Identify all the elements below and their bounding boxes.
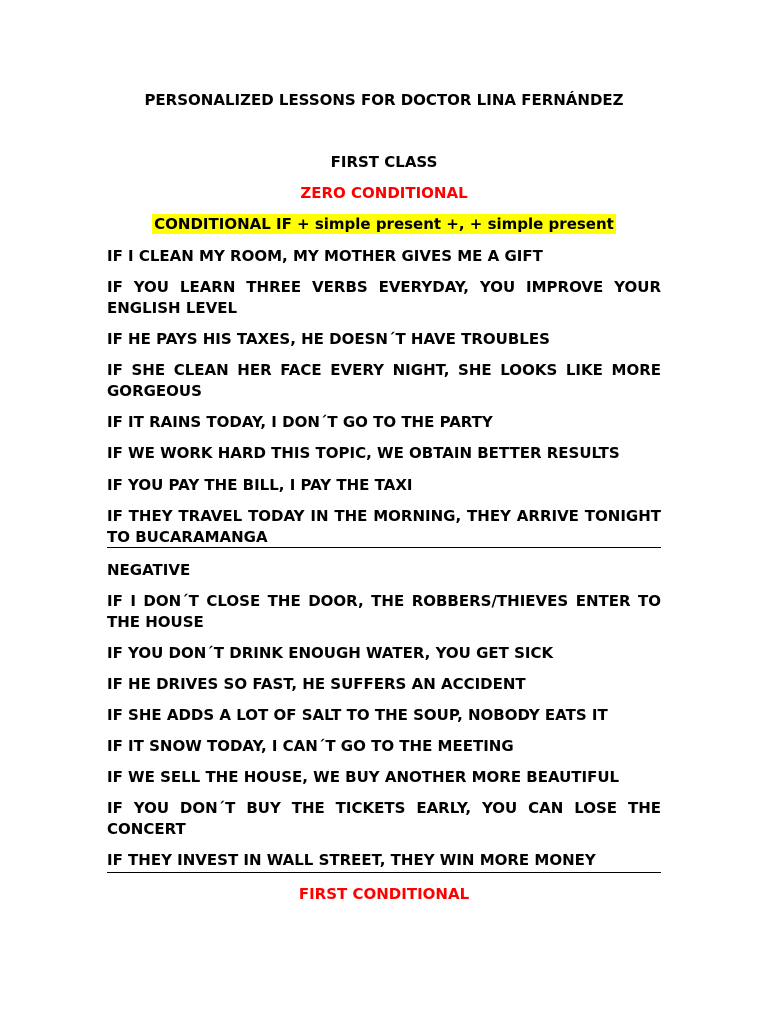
negative-sentence: IF SHE ADDS A LOT OF SALT TO THE SOUP, NOBODY EATS IT — [107, 706, 608, 724]
section-divider — [107, 872, 661, 873]
section-divider — [107, 547, 661, 548]
negative-sentence: IF YOU DON´T BUY THE TICKETS EARLY, YOU CAN LOSE THE CONCERT — [107, 799, 661, 838]
affirmative-sentence: IF YOU PAY THE BILL, I PAY THE TAXI — [107, 476, 413, 494]
negative-sentence: IF YOU DON´T DRINK ENOUGH WATER, YOU GET SICK — [107, 644, 554, 662]
affirmative-sentence: IF YOU LEARN THREE VERBS EVERYDAY, YOU IMPROVE YOUR ENGLISH LEVEL — [107, 278, 661, 317]
negative-sentence: IF IT SNOW TODAY, I CAN´T GO TO THE MEETING — [107, 737, 514, 755]
negative-label: NEGATIVE — [107, 561, 191, 579]
affirmative-sentence: IF IT RAINS TODAY, I DON´T GO TO THE PARTY — [107, 413, 493, 431]
affirmative-sentence: IF I CLEAN MY ROOM, MY MOTHER GIVES ME A GIFT — [107, 247, 543, 265]
class-label: FIRST CLASS — [330, 153, 438, 171]
affirmative-sentence: IF WE WORK HARD THIS TOPIC, WE OBTAIN BETTER RESULTS — [107, 444, 620, 462]
negative-sentence: IF HE DRIVES SO FAST, HE SUFFERS AN ACCIDENT — [107, 675, 526, 693]
negative-sentence: IF THEY INVEST IN WALL STREET, THEY WIN MORE MONEY — [107, 851, 596, 869]
affirmative-sentence: IF THEY TRAVEL TODAY IN THE MORNING, THEY ARRIVE TONIGHT TO BUCARAMANGA — [107, 507, 661, 546]
negative-sentence: IF WE SELL THE HOUSE, WE BUY ANOTHER MORE BEAUTIFUL — [107, 768, 620, 786]
formula-highlight: CONDITIONAL IF + simple present +, + simple present — [154, 215, 614, 233]
first-conditional-heading: FIRST CONDITIONAL — [298, 885, 470, 903]
formula-line — [0, 215, 768, 233]
document-title: PERSONALIZED LESSONS FOR DOCTOR LINA FERNÁNDEZ — [144, 91, 624, 109]
zero-conditional-heading: ZERO CONDITIONAL — [300, 184, 468, 202]
affirmative-sentence: IF HE PAYS HIS TAXES, HE DOESN´T HAVE TROUBLES — [107, 330, 550, 348]
affirmative-sentence: IF SHE CLEAN HER FACE EVERY NIGHT, SHE LOOKS LIKE MORE GORGEOUS — [107, 361, 661, 400]
negative-sentence: IF I DON´T CLOSE THE DOOR, THE ROBBERS/THIEVES ENTER TO THE HOUSE — [107, 592, 661, 631]
